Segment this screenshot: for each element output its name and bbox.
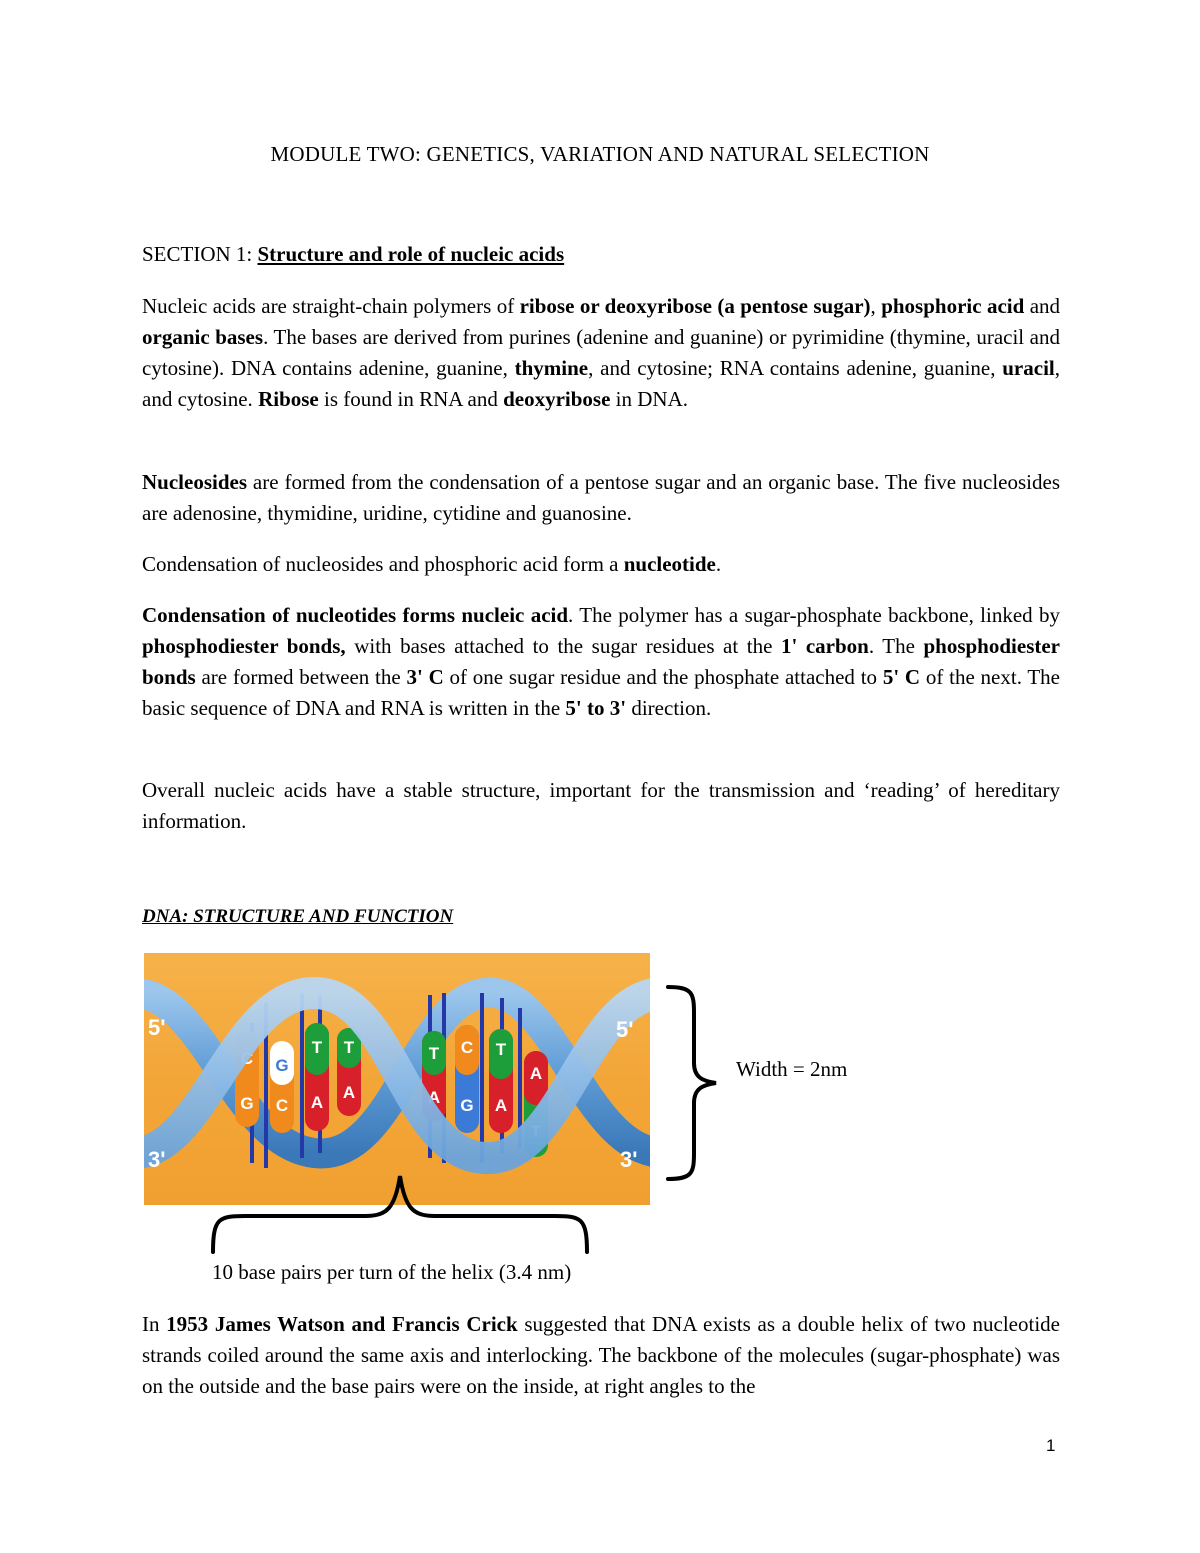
text: suggested that DNA exists as a double helix of two nucleotide strands coiled around the same axis and interlocking. The backbone of the molecules (sugar-phosphate) was on the outside and the base pairs were on the inside, at right angles to the	[142, 1312, 1060, 1398]
bold-text: Condensation of nucleotides forms nucleic acid	[142, 603, 569, 627]
page-number: 1	[1046, 1436, 1056, 1455]
text: ,	[870, 294, 882, 318]
text: Overall nucleic acids have a stable structure, important for the transmission and ‘reading’ of hereditary information.	[142, 778, 1060, 833]
text: of the next. The basic sequence of DNA and RNA is written in the	[142, 665, 1060, 720]
base-letter: A	[529, 1064, 543, 1083]
dna-heading: DNA: STRUCTURE AND FUNCTION	[142, 906, 454, 927]
pitch-label: 10 base pairs per turn of the helix (3.4 nm)	[212, 1260, 572, 1284]
base-letter: T	[495, 1040, 507, 1059]
bold-text: Ribose	[258, 387, 319, 411]
text: , and cytosine; RNA contains adenine, guanine,	[588, 356, 1003, 380]
base-letter: A	[342, 1083, 356, 1102]
bold-text: 5' C	[882, 665, 921, 689]
bold-text: phosphodiester bonds,	[142, 634, 346, 658]
base-pair	[305, 1023, 329, 1131]
bold-text: nucleotide	[623, 552, 716, 576]
text: . The bases are derived from purines (adenine and guanine) or pyrimidine (thymine, uracil and cytosine). DNA contains adenine, guanine,	[142, 325, 1061, 380]
section-heading	[142, 242, 564, 267]
section-prefix: SECTION 1:	[142, 242, 258, 266]
text: is found in RNA and	[318, 387, 504, 411]
text: . The	[868, 634, 924, 658]
text: in DNA.	[610, 387, 689, 411]
base-letter: C	[275, 1096, 289, 1115]
text: with bases attached to the sugar residues at the	[345, 634, 781, 658]
bold-text: phosphodiester bonds	[142, 634, 1060, 689]
section-title: Structure and role of nucleic acids	[257, 242, 565, 266]
text: and	[1024, 294, 1061, 318]
label-right-3prime: 3'	[620, 1147, 638, 1172]
base-letter: C	[240, 1049, 254, 1068]
base-letter: A	[494, 1096, 508, 1115]
width-label: Width = 2nm	[736, 1057, 848, 1081]
base-letter: A	[310, 1093, 324, 1112]
base-letter: G	[240, 1094, 254, 1113]
bold-text: 3' C	[406, 665, 444, 689]
bold-text: 1' carbon	[780, 634, 869, 658]
base-pair	[489, 1029, 513, 1133]
base-letter: G	[275, 1056, 289, 1075]
bold-text: uracil	[1002, 356, 1055, 380]
bold-text: phosphoric acid	[881, 294, 1025, 318]
text: direction.	[626, 696, 712, 720]
bold-text: 1953 James Watson and Francis Crick	[166, 1312, 518, 1336]
bold-text: thymine	[514, 356, 589, 380]
paragraph-nucleic-acid-formation	[142, 600, 1060, 724]
base-letter: T	[343, 1038, 355, 1057]
base-letter: G	[460, 1096, 474, 1115]
text: Nucleic acids are straight-chain polymers of	[142, 294, 520, 318]
text: . The polymer has a sugar-phosphate backbone, linked by	[568, 603, 1060, 627]
label-left-3prime: 3'	[148, 1147, 166, 1172]
base-pair	[337, 1028, 361, 1116]
text: are formed from the condensation of a pentose sugar and an organic base. The five nucleosides are adenosine, thymidine, uridine, cytidine and guanosine.	[142, 470, 1060, 525]
base-letter: C	[460, 1038, 474, 1057]
base-pair	[270, 1041, 294, 1133]
bold-text: deoxyribose	[503, 387, 611, 411]
base-pair	[455, 1025, 479, 1133]
text: .	[715, 552, 722, 576]
base-letter: T	[311, 1038, 323, 1057]
paragraph-watson-crick	[142, 1309, 1060, 1402]
base-letter: A	[427, 1088, 441, 1107]
bold-text: ribose or deoxyribose (a pentose sugar)	[519, 294, 871, 318]
bold-text: organic bases	[142, 325, 264, 349]
document-title: MODULE TWO: GENETICS, VARIATION AND NATURAL SELECTION	[270, 142, 930, 166]
width-brace-icon	[662, 983, 722, 1183]
bold-text: Nucleosides	[142, 470, 247, 494]
pitch-brace-icon	[205, 1168, 595, 1258]
base-letter: T	[428, 1044, 440, 1063]
base-letter: T	[530, 1122, 542, 1141]
text: of one sugar residue and the phosphate attached to	[443, 665, 883, 689]
bold-text: 5' to 3'	[565, 696, 627, 720]
paragraph-stability	[142, 775, 1060, 837]
paragraph-nucleotide	[142, 549, 1060, 580]
text: are formed between the	[195, 665, 407, 689]
text: , and cytosine.	[142, 356, 1060, 411]
text: In	[142, 1312, 167, 1336]
label-left-5prime: 5'	[148, 1015, 166, 1040]
text: Condensation of nucleosides and phosphoric acid form a	[142, 552, 624, 576]
paragraph-nucleosides	[142, 467, 1060, 529]
label-right-5prime: 5'	[616, 1017, 634, 1042]
paragraph-nucleic-acids	[142, 291, 1060, 415]
